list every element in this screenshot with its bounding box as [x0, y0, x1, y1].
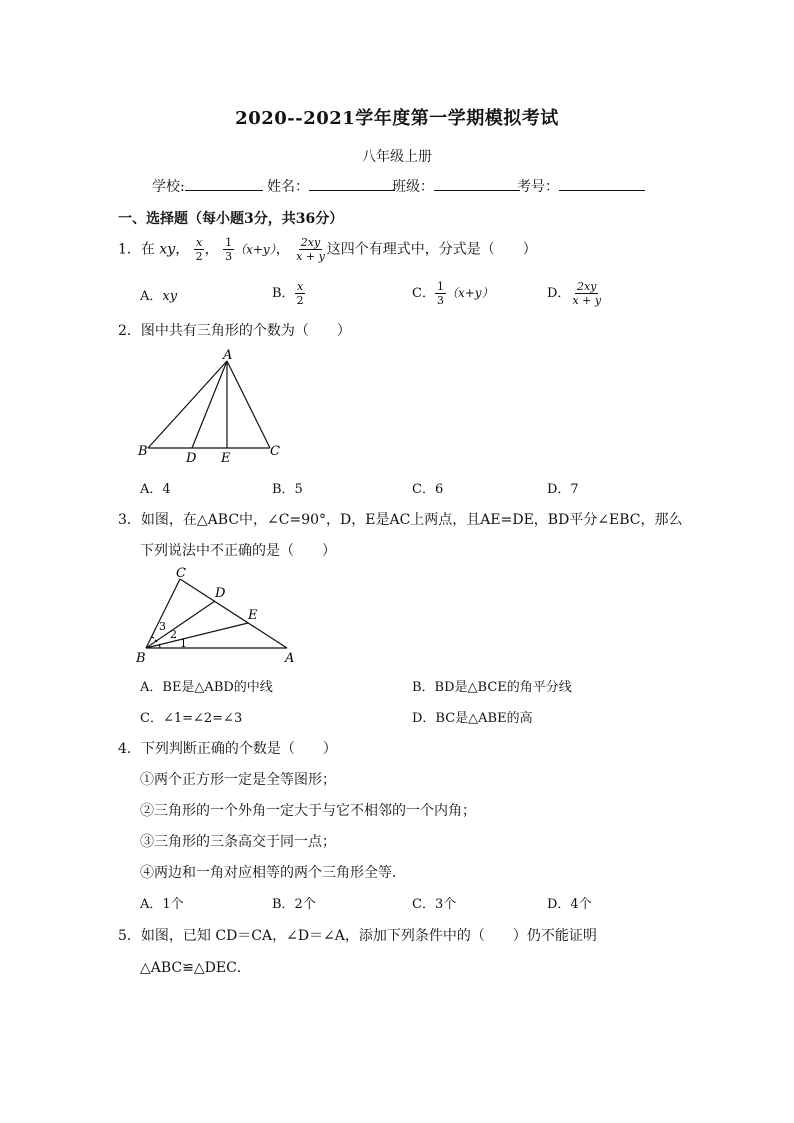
- question-1-stem: [118, 236, 537, 263]
- question-2-stem: 2．图中共有三角形的个数为（ ）: [118, 323, 351, 339]
- q3-option-a[interactable]: A．BE是△ABD的中线: [140, 680, 273, 695]
- option-frac: [570, 280, 603, 307]
- q1-option-b[interactable]: [272, 280, 306, 307]
- class-label: 班级：: [392, 179, 434, 195]
- question-5-stem-line2: △ABC≌△DEC．: [140, 960, 251, 976]
- frac-num: 2xy: [577, 280, 597, 293]
- q1-expr-xplusy: （x+y）: [234, 242, 276, 257]
- frac-den: 2: [195, 250, 203, 263]
- q4-option-d[interactable]: D．4个: [547, 897, 592, 912]
- section-title: 一、选择题（每小题3分，共36分）: [118, 211, 344, 227]
- q4-option-c[interactable]: C．3个: [412, 897, 457, 912]
- q2-line-ac: [227, 361, 270, 448]
- name-blank: [309, 176, 395, 191]
- q4-statement-4: ④两边和一角对应相等的两个三角形全等．: [140, 865, 406, 881]
- frac-den: 2: [296, 294, 304, 307]
- frac-num: x: [296, 280, 304, 293]
- frac-den: x + y: [572, 294, 602, 307]
- q3-option-d[interactable]: D．BC是△ABE的高: [412, 711, 533, 726]
- exam-no-label: 考号：: [517, 179, 559, 195]
- question-5-stem-line1: 5．如图，已知 CD＝CA，∠D＝∠A，添加下列条件中的（ ）仍不能证明: [118, 928, 597, 944]
- option-label: D．: [547, 286, 571, 301]
- q1-option-c[interactable]: [412, 280, 494, 307]
- q1-comma: ，: [275, 241, 290, 258]
- q3-label-d: D: [215, 586, 226, 601]
- q2-label-d: D: [186, 451, 197, 465]
- option-tail: （x+y）: [445, 286, 494, 300]
- q2-option-a[interactable]: A．4: [140, 482, 171, 497]
- q3-angle-label-3: 3: [159, 620, 166, 633]
- class-blank: [434, 176, 520, 191]
- q1-frac-2xy: [294, 236, 327, 263]
- q2-line-ad: [192, 361, 227, 448]
- option-label: A．: [140, 289, 163, 304]
- q2-label-a: A: [223, 348, 233, 363]
- exam-title: 2020--2021学年度第一学期模拟考试: [235, 108, 559, 129]
- q2-option-d[interactable]: D．7: [547, 482, 579, 497]
- q4-option-a[interactable]: A．1个: [140, 897, 184, 912]
- school-field: [152, 176, 263, 196]
- exam-no-blank: [559, 176, 645, 191]
- q4-statement-3: ③三角形的三条高交于同一点；: [140, 834, 336, 850]
- q1-frac-x-over-2: [194, 236, 205, 263]
- name-label: 姓名：: [267, 179, 309, 195]
- frac-num: x: [196, 236, 203, 249]
- q3-option-b[interactable]: B．BD是△BCE的角平分线: [412, 680, 572, 695]
- option-label: C．: [412, 286, 435, 301]
- q3-option-c[interactable]: C．∠1=∠2=∠3: [140, 711, 243, 726]
- frac-num: 1: [225, 236, 233, 249]
- option-value: xy: [162, 289, 178, 304]
- q1-expr-xy: xy: [159, 241, 176, 258]
- q2-line-ab: [148, 361, 227, 448]
- q3-label-e: E: [248, 608, 258, 623]
- q1-option-d[interactable]: [547, 280, 603, 307]
- frac-den: 3: [436, 294, 444, 307]
- q3-label-a: A: [285, 651, 295, 666]
- class-field: [392, 176, 520, 196]
- option-label: B．: [272, 286, 295, 301]
- option-frac: [295, 280, 306, 307]
- q3-angle-label-2: 2: [170, 628, 177, 641]
- frac-den: x + y: [296, 250, 325, 263]
- q4-statement-2: ②三角形的一个外角一定大于与它不相邻的一个内角；: [140, 803, 476, 819]
- q2-triangle-figure: [130, 345, 290, 465]
- q1-comma: ，: [175, 241, 190, 258]
- q1-number: 1．在: [118, 241, 155, 258]
- name-field: [267, 176, 395, 196]
- q4-option-b[interactable]: B．2个: [272, 897, 316, 912]
- q3-angle-label-1: 1: [180, 637, 187, 650]
- frac-num: 1: [436, 280, 444, 293]
- q2-label-b: B: [138, 444, 148, 459]
- exam-subtitle: 八年级上册: [362, 149, 432, 165]
- option-frac: [435, 280, 446, 307]
- school-label: 学校:: [152, 179, 185, 195]
- q2-label-c: C: [270, 444, 280, 459]
- school-blank: [185, 176, 263, 191]
- q2-option-b[interactable]: B．5: [272, 482, 303, 497]
- frac-den: 3: [225, 250, 233, 263]
- q4-statement-1: ①两个正方形一定是全等图形；: [140, 772, 336, 788]
- q1-comma: ，: [204, 241, 219, 258]
- question-3-stem-line2: 下列说法中不正确的是（ ）: [140, 543, 336, 559]
- q3-label-c: C: [176, 566, 186, 581]
- q1-frac-1-over-3: [223, 236, 234, 263]
- question-3-stem-line1: 3．如图，在△ABC中，∠C=90°，D，E是AC上两点，且AE=DE，BD平分∠EBC，那么: [118, 512, 683, 528]
- q3-label-b: B: [136, 651, 146, 666]
- q2-label-e: E: [221, 451, 231, 465]
- q2-option-c[interactable]: C．6: [412, 482, 444, 497]
- q3-triangle-figure: [130, 562, 305, 667]
- exam-no-field: [517, 176, 645, 196]
- q1-option-a[interactable]: [140, 285, 177, 304]
- frac-num: 2xy: [300, 236, 321, 249]
- q1-tail: 这四个有理式中，分式是（ ）: [326, 241, 537, 258]
- question-4-stem: 4．下列判断正确的个数是（ ）: [118, 741, 337, 757]
